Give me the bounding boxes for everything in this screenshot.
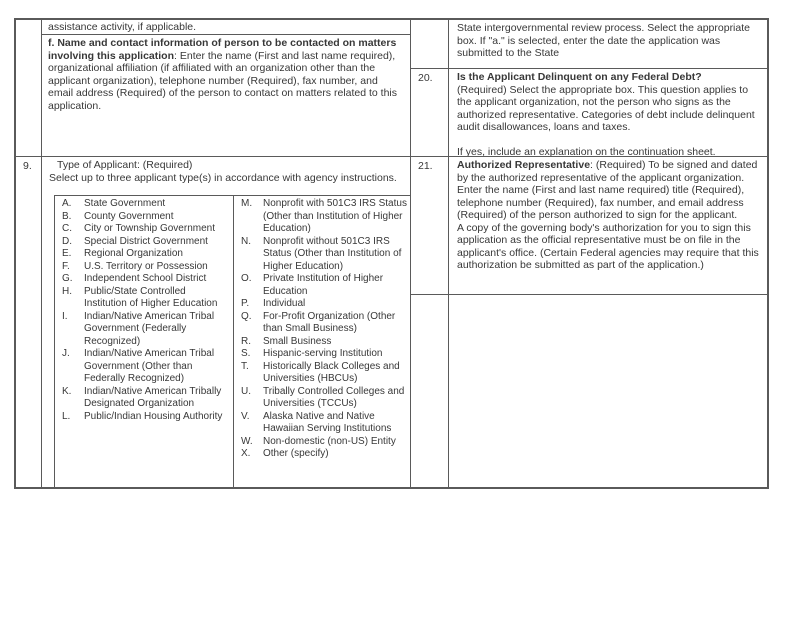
applicant-type-item [55, 211, 233, 224]
applicant-type-label: Non-domestic (non-US) Entity [263, 435, 396, 447]
applicant-type-item [234, 436, 410, 449]
item-20-cell [449, 69, 767, 157]
applicant-type-letter: L. [62, 410, 71, 422]
applicant-type-letter: N. [241, 235, 251, 247]
applicant-type-label: City or Township Government [84, 223, 215, 234]
applicant-type-label: County Government [84, 210, 174, 222]
left-number-empty-cell [16, 20, 41, 157]
applicant-type-item [234, 361, 410, 386]
item-20-number: 20. [411, 69, 448, 157]
applicant-type-label: Hispanic-serving Institution [263, 348, 383, 359]
item-9-title: Type of Applicant: (Required) [57, 159, 193, 171]
applicant-type-item [234, 236, 410, 274]
applicant-type-label: Private Institution of Higher Education [263, 273, 384, 297]
applicant-type-letter: A. [62, 198, 72, 209]
left-content-column [42, 20, 410, 487]
applicant-type-item [55, 286, 233, 311]
item-9-heading [42, 157, 410, 195]
applicant-types-column-m-x [234, 196, 410, 487]
applicant-type-letter: W. [241, 435, 253, 447]
applicant-type-item [234, 198, 410, 236]
right-content-column [449, 20, 767, 487]
item-f-heading: f. Name and contact information of person to be contacted on matters involving this application [48, 37, 397, 62]
item-21-number: 21. [411, 157, 448, 295]
applicant-type-item [55, 223, 233, 236]
applicant-types-column-a-l [55, 196, 234, 487]
applicant-type-letter: S. [241, 348, 251, 359]
applicant-type-letter: D. [62, 235, 72, 247]
applicant-type-letter: I. [62, 310, 68, 322]
table-left-half [16, 20, 411, 487]
item-9-subtitle: Select up to three applicant type(s) in accordance with agency instructions. [49, 171, 397, 184]
applicant-type-letter: C. [62, 223, 72, 234]
right-number-empty-cell [411, 20, 448, 69]
applicant-type-item [234, 298, 410, 311]
applicant-type-letter: K. [62, 385, 72, 397]
applicant-type-label: Indian/Native American Tribally Designated Organization [84, 385, 222, 409]
applicant-type-letter: G. [62, 273, 73, 284]
applicant-type-label: Public/State Controlled Institution of Higher Education [84, 285, 218, 309]
item-f-body: : Enter the name (First and last name required), organizational affiliation (if affiliated with an organization other than the applicant organization), telephone number (Required), fax number, and email address (Required) of the person to contact on matters related to this application. [48, 49, 398, 112]
applicant-type-label: Small Business [263, 335, 332, 347]
applicant-type-item [55, 411, 233, 424]
applicant-type-letter: T. [241, 360, 249, 372]
item-21-paragraph-2: A copy of the governing body's authorization for you to sign this application as the official representative must be on file in the applicant's office. (Certain Federal agencies may require that this authorization be submitted as part of the application.) [457, 221, 759, 271]
applicant-type-item [55, 311, 233, 349]
applicant-type-letter: F. [62, 260, 70, 272]
applicant-types-table [54, 195, 410, 487]
applicant-type-label: U.S. Territory or Possession [84, 260, 208, 272]
applicant-type-item [234, 448, 410, 461]
applicant-type-item [234, 311, 410, 336]
applicant-type-item [55, 261, 233, 274]
applicant-type-item [55, 198, 233, 211]
applicant-type-letter: U. [241, 385, 251, 397]
applicant-type-label: Other (specify) [263, 448, 329, 459]
item-21-heading: Authorized Representative [457, 159, 591, 171]
applicant-type-label: Indian/Native American Tribal Government (Other than Federally Recognized) [84, 348, 215, 384]
applicant-type-item [55, 236, 233, 249]
applicant-type-label: State Government [84, 198, 166, 209]
applicant-type-letter: P. [241, 298, 250, 309]
applicant-type-label: Historically Black Colleges and Universities (HBCUs) [263, 360, 400, 384]
applicant-type-item [234, 411, 410, 436]
applicant-type-item [55, 348, 233, 386]
applicant-type-letter: B. [62, 210, 72, 222]
applicant-type-label: Alaska Native and Native Hawaiian Serving Institutions [263, 410, 392, 434]
applicant-type-label: For-Profit Organization (Other than Small Business) [263, 310, 396, 334]
applicant-type-letter: E. [62, 248, 72, 259]
applicant-type-letter: J. [62, 348, 70, 359]
applicant-type-letter: Q. [241, 310, 252, 322]
right-number-empty-bottom-cell [411, 295, 448, 487]
applicant-type-label: Individual [263, 298, 306, 309]
right-number-column [411, 20, 449, 487]
applicant-type-item [55, 386, 233, 411]
applicant-type-label: Special District Government [84, 235, 208, 247]
item-9-cell [42, 157, 410, 487]
right-empty-cell [449, 295, 767, 487]
applicant-type-item [55, 273, 233, 286]
left-continuation-text: assistance activity, if applicable. [42, 20, 410, 35]
applicant-type-letter: H. [62, 285, 72, 297]
applicant-type-label: Tribally Controlled Colleges and Universities (TCCUs) [263, 385, 405, 409]
applicant-type-letter: M. [241, 198, 253, 209]
table-right-half [411, 20, 767, 487]
applicant-type-letter: V. [241, 410, 250, 422]
applicant-type-item [55, 248, 233, 261]
item-20-note: If yes, include an explanation on the continuation sheet. [457, 146, 716, 157]
item-20-body: (Required) Select the appropriate box. This question applies to the applicant organization, not the person who signs as the authorized representative. Categories of debt include delinquent audit disallowances, loans and taxes. [457, 83, 755, 133]
applicant-type-item [234, 386, 410, 411]
applicant-type-item [234, 336, 410, 349]
applicant-type-letter: X. [241, 448, 251, 459]
applicant-type-item [234, 273, 410, 298]
item-21-paragraph-1 [457, 159, 762, 222]
item-9-number: 9. [23, 160, 32, 172]
applicant-type-label: Nonprofit without 501C3 IRS Status (Other than Institution of Higher Education) [263, 235, 402, 272]
applicant-type-item [234, 348, 410, 361]
applicant-type-letter: R. [241, 335, 251, 347]
applicant-type-letter: O. [241, 273, 252, 284]
instructions-table [14, 18, 769, 489]
applicant-type-label: Public/Indian Housing Authority [84, 410, 223, 422]
item-f-cell [42, 35, 410, 157]
item-20-heading: Is the Applicant Delinquent on any Federal Debt? [457, 71, 702, 83]
item-21-body: : (Required) To be signed and dated by the authorized representative of the applicant organization. Enter the name (First and last name required) title (Required), telephone number (Required), fax number, and email address (Required) of the person authorized to sign for the applicant. [457, 159, 758, 221]
item-21-cell [449, 157, 767, 295]
applicant-type-label: Independent School District [84, 273, 207, 284]
applicant-type-label: Regional Organization [84, 248, 183, 259]
right-continuation-text: State intergovernmental review process. Select the appropriate box. If "a." is selected, enter the date the application was submitted to the State [449, 20, 767, 69]
applicant-type-label: Indian/Native American Tribal Government (Federally Recognized) [84, 310, 215, 347]
left-number-column [16, 20, 42, 487]
applicant-type-label: Nonprofit with 501C3 IRS Status (Other than Institution of Higher Education) [263, 198, 407, 234]
